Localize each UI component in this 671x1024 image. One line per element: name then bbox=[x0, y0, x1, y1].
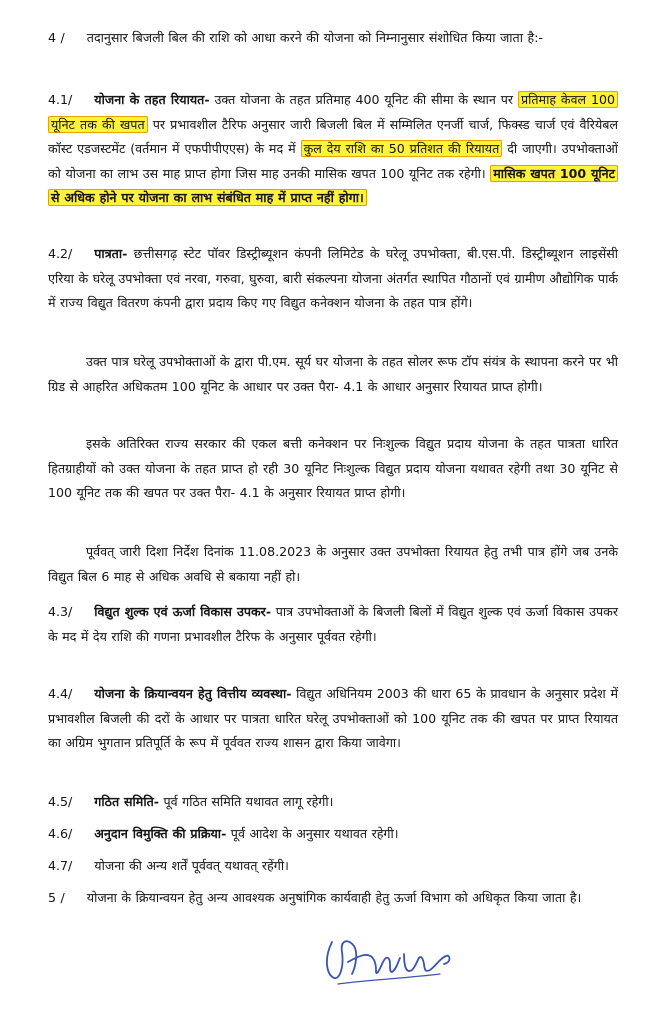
para-number: 4 / bbox=[48, 30, 65, 45]
para-4-7 bbox=[48, 854, 618, 879]
para-4-5 bbox=[48, 790, 618, 815]
para-number: 4.1/ bbox=[48, 92, 73, 107]
para-heading: योजना के क्रियान्वयन हेतु वित्तीय व्यवस्था- bbox=[94, 686, 292, 701]
para-text: पर प्रभावशील टैरिफ अनुसार जारी बिजली बिल में सम्मिलित एनर्जी चार्ज, फिक्स्ड चार्ज एवं वैरियेबल कॉस्ट एडजस्टमेंट (वर्तमान में एफपीपीएएस) के मद में bbox=[48, 116, 618, 156]
para-4-2 bbox=[48, 242, 618, 316]
para-heading: पात्रता- bbox=[94, 246, 128, 261]
para-text: योजना के क्रियान्वयन हेतु अन्य आवश्यक अनुषांगिक कार्यवाही हेतु ऊर्जा विभाग को अधिकृत किया जाता है। bbox=[86, 890, 582, 905]
para-text: योजना की अन्य शर्तें पूर्ववत् यथावत् रहेंगी। bbox=[94, 858, 289, 873]
para-text: पात्र उपभोक्ताओं के बिजली बिलों में विद्युत शुल्क एवं ऊर्जा विकास उपकर के मद में देय राशि की गणना प्रभावशील टैरिफ के अनुसार पूर्ववत रहेगी। bbox=[48, 604, 618, 644]
para-4 bbox=[48, 26, 618, 51]
highlight-no-benefit-above-100: मासिक खपत 100 यूनिट से अधिक होने पर योजना का लाभ संबंधित माह में प्राप्त नहीं होगा। bbox=[48, 165, 618, 207]
para-4-3 bbox=[48, 600, 618, 649]
para-4-2-single-light: इसके अतिरिक्त राज्य सरकार की एकल बत्ती कनेक्शन पर निःशुल्क विद्युत प्रदाय योजना के तहत पात्रता धारित हितग्राहीयों को उक्त योजना के तहत प्राप्त हो रही 30 यूनिट निःशुल्क विद्युत प्रदाय योजना यथावत रहेगी तथा 30 यूनिट से 100 यूनिट तक की खपत पर उक्त पैरा- 4.1 के अनुसार रियायत प्राप्त होगी। bbox=[48, 436, 618, 500]
para-4-1 bbox=[48, 88, 618, 211]
para-heading: गठित समिति- bbox=[94, 794, 159, 809]
para-text: उक्त योजना के तहत प्रतिमाह 400 यूनिट की सीमा के स्थान पर bbox=[209, 92, 518, 107]
para-4-4 bbox=[48, 682, 618, 756]
para-heading: योजना के तहत रियायत- bbox=[94, 92, 210, 107]
para-number: 4.2/ bbox=[48, 246, 73, 261]
highlight-50-percent-rebate: कुल देय राशि का 50 प्रतिशत की रियायत bbox=[301, 140, 503, 157]
para-text: तदानुसार बिजली बिल की राशि को आधा करने की योजना को निम्नानुसार संशोधित किया जाता है:- bbox=[86, 30, 543, 45]
para-text: पूर्व आदेश के अनुसार यथावत रहेगी। bbox=[226, 826, 399, 841]
para-5 bbox=[48, 886, 618, 911]
para-text: दी जाएगी। उपभोक्ताओं को योजना का लाभ उस माह प्राप्त होगा जिस माह उनकी मासिक खपत 100 यूनिट तक रहेगी। bbox=[48, 141, 618, 181]
para-heading: विद्युत शुल्क एवं ऊर्जा विकास उपकर- bbox=[94, 604, 272, 619]
para-number: 4.7/ bbox=[48, 858, 73, 873]
signature-image bbox=[318, 918, 458, 998]
para-number: 4.5/ bbox=[48, 794, 73, 809]
para-4-6 bbox=[48, 822, 618, 847]
para-heading: अनुदान विमुक्ति की प्रक्रिया- bbox=[94, 826, 227, 841]
para-number: 5 / bbox=[48, 890, 65, 905]
para-text: छत्तीसगढ़ स्टेट पॉवर डिस्ट्रीब्यूशन कंपनी लिमिटेड के घरेलू उपभोक्ता, बी.एस.पी. डिस्ट्रीब्यूशन लाइसेंसी एरिया के घरेलू उपभोक्ता एवं नरवा, गरुवा, घुरुवा, बारी संकल्पना योजना अंतर्गत स्थापित गौठानों एवं ग्रामीण औद्योगिक पार्क में राज्य विद्युत वितरण कंपनी द्वारा प्रदाय किए गए विद्युत कनेक्शन योजना के तहत पात्र होंगे। bbox=[48, 246, 618, 310]
para-4-2-guidelines: पूर्ववत् जारी दिशा निर्देश दिनांक 11.08.2023 के अनुसार उक्त उपभोक्ता रियायत हेतु तभी पात्र होंगे जब उनके विद्युत बिल 6 माह से अधिक अवधि से बकाया नहीं हो। bbox=[48, 544, 618, 584]
para-text: पूर्व गठित समिति यथावत लागू रहेगी। bbox=[159, 794, 334, 809]
para-number: 4.4/ bbox=[48, 686, 73, 701]
para-number: 4.6/ bbox=[48, 826, 73, 841]
para-4-2-solar: उक्त पात्र घरेलू उपभोक्ताओं के द्वारा पी.एम. सूर्य घर योजना के तहत सोलर रूफ टॉप संयंत्र के स्थापना करने पर भी ग्रिड से आहरित अधिकतम 100 यूनिट के आधार पर उक्त पैरा- 4.1 के आधार अनुसार रियायत प्राप्त होगी। bbox=[48, 354, 618, 394]
para-number: 4.3/ bbox=[48, 604, 73, 619]
highlight-monthly-100-units: प्रतिमाह केवल 100 यूनिट तक की खपत bbox=[48, 91, 618, 133]
para-text: विद्युत अधिनियम 2003 की धारा 65 के प्रावधान के अनुसार प्रदेश में प्रभावशील बिजली की दरों के आधार पर पात्रता धारित घरेलू उपभोक्ताओं को 100 यूनिट तक की खपत पर प्राप्त रियायत का अग्रिम भुगतान प्रतिपूर्ति के रूप में पूर्ववत राज्य शासन द्वारा किया जावेगा। bbox=[48, 686, 618, 750]
